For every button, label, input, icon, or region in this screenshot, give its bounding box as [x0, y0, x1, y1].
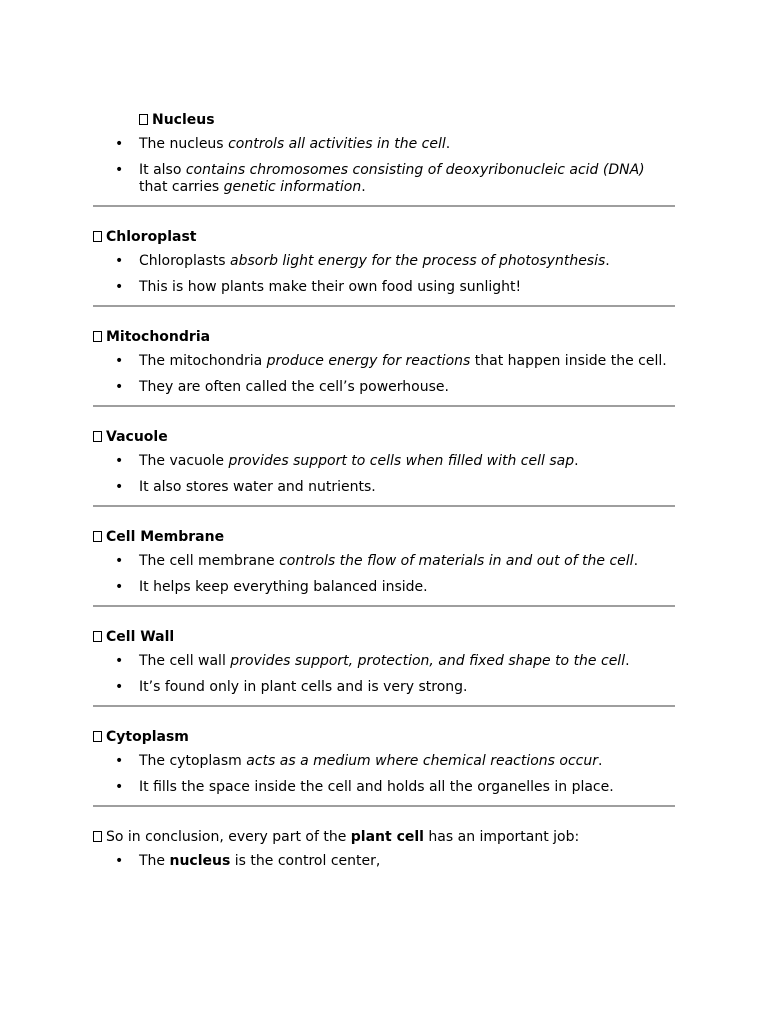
- list-item: • It’s found only in plant cells and is very strong.: [115, 679, 468, 695]
- missing-glyph-icon: [93, 431, 102, 442]
- list-item: • The cell wall provides support, protection, and fixed shape to the cell.: [115, 653, 630, 669]
- section-cell-wall: [93, 627, 675, 696]
- missing-glyph-icon: [139, 114, 148, 125]
- list-item: • The vacuole provides support to cells when filled with cell sap.: [115, 453, 579, 469]
- list-item: • It helps keep everything balanced inside.: [115, 579, 428, 595]
- section-conclusion: [93, 827, 675, 870]
- bullet-list: [93, 553, 675, 596]
- conclusion-intro: So in conclusion, every part of the plant cell has an important job:: [93, 827, 675, 848]
- list-item: • The nucleus is the control center,: [115, 853, 381, 869]
- bullet-list: [93, 753, 675, 796]
- section-heading: Cell Membrane: [93, 527, 675, 548]
- missing-glyph-icon: [93, 731, 102, 742]
- bullet-list: [93, 253, 675, 296]
- bullet-dot: •: [115, 553, 124, 569]
- bullet-dot: •: [115, 253, 124, 269]
- missing-glyph-icon: [93, 631, 102, 642]
- missing-glyph-icon: [93, 331, 102, 342]
- bullet-dot: •: [115, 136, 124, 152]
- divider: [93, 705, 675, 707]
- section-cytoplasm: [93, 727, 675, 796]
- bullet-dot: •: [115, 779, 124, 795]
- list-item: • The cytoplasm acts as a medium where chemical reactions occur.: [115, 753, 603, 769]
- bullet-dot: •: [115, 853, 124, 869]
- bullet-dot: •: [115, 679, 124, 695]
- bullet-dot: •: [115, 479, 124, 495]
- bullet-list: [93, 353, 675, 396]
- bullet-list: [93, 653, 675, 696]
- bullet-dot: •: [115, 579, 124, 595]
- bullet-dot: •: [115, 753, 124, 769]
- section-heading: Vacuole: [93, 427, 675, 448]
- section-heading: Cytoplasm: [93, 727, 675, 748]
- section-heading: Cell Wall: [93, 627, 675, 648]
- bullet-dot: •: [115, 353, 124, 369]
- divider: [93, 605, 675, 607]
- divider: [93, 305, 675, 307]
- bullet-dot: •: [115, 453, 124, 469]
- bullet-list: [93, 453, 675, 496]
- divider: [93, 405, 675, 407]
- section-cell-membrane: [93, 527, 675, 596]
- bullet-list: [93, 853, 675, 870]
- list-item: • It also contains chromosomes consisting of deoxyribonucleic acid (DNA) that carries genetic information.: [115, 162, 645, 195]
- list-item: • The mitochondria produce energy for reactions that happen inside the cell.: [115, 353, 667, 369]
- section-heading: Chloroplast: [93, 227, 675, 248]
- list-item: • This is how plants make their own food using sunlight!: [115, 279, 522, 295]
- section-heading: Nucleus: [93, 110, 675, 131]
- section-nucleus: [93, 110, 675, 196]
- divider: [93, 505, 675, 507]
- bullet-dot: •: [115, 379, 124, 395]
- bullet-dot: •: [115, 162, 124, 178]
- bullet-dot: •: [115, 279, 124, 295]
- bullet-dot: •: [115, 653, 124, 669]
- section-chloroplast: [93, 227, 675, 296]
- list-item: • It also stores water and nutrients.: [115, 479, 376, 495]
- list-item: • The nucleus controls all activities in the cell.: [115, 136, 451, 152]
- list-item: • They are often called the cell’s powerhouse.: [115, 379, 449, 395]
- list-item: • Chloroplasts absorb light energy for the process of photosynthesis.: [115, 253, 610, 269]
- missing-glyph-icon: [93, 831, 102, 842]
- list-item: • The cell membrane controls the flow of materials in and out of the cell.: [115, 553, 639, 569]
- missing-glyph-icon: [93, 531, 102, 542]
- section-heading: Mitochondria: [93, 327, 675, 348]
- section-vacuole: [93, 427, 675, 496]
- divider: [93, 205, 675, 207]
- bullet-list: [93, 136, 675, 196]
- document-page: [93, 110, 675, 870]
- divider: [93, 805, 675, 807]
- list-item: • It fills the space inside the cell and holds all the organelles in place.: [115, 779, 614, 795]
- section-mitochondria: [93, 327, 675, 396]
- missing-glyph-icon: [93, 231, 102, 242]
